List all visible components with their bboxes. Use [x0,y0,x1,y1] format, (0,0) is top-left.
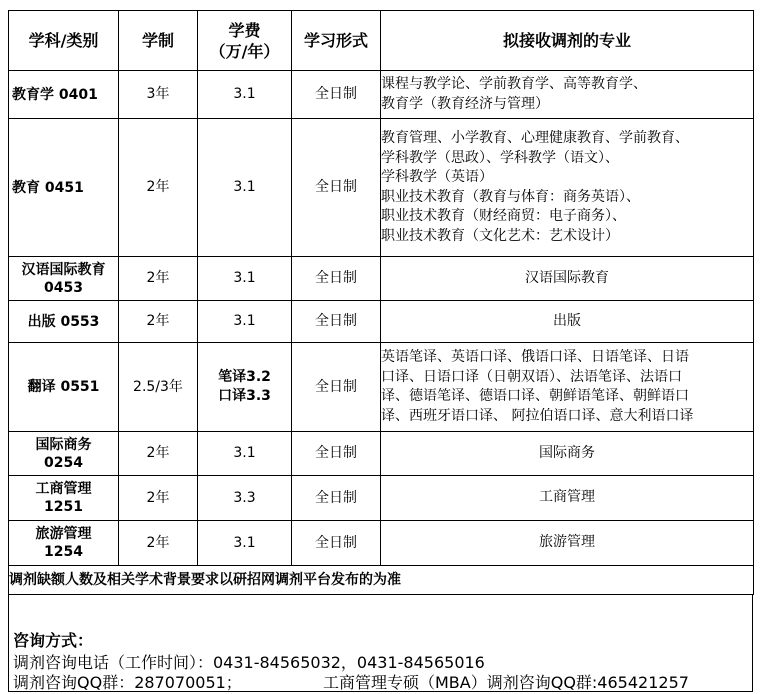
majors-cell: 出版 [381,301,754,343]
major-line: 教育学（教育经济与管理） [381,95,549,112]
duration-cell: 2年 [119,257,198,301]
subject-cell [9,476,119,521]
header-fee-line2: （万/年） [209,41,280,61]
adjustment-table [8,10,754,595]
mode-cell: 全日制 [292,432,381,476]
fee-cell: 3.1 [198,301,292,343]
fee-cell: 3.1 [198,119,292,257]
adjustment-note: 调剂缺额人数及相关学术背景要求以研招网调剂平台发布的为准 [9,566,754,595]
fee-cell [198,343,292,432]
note-row [9,566,754,595]
header-fee-line1: 学费 [228,20,261,40]
mode-cell: 全日制 [292,257,381,301]
duration-cell: 2年 [119,521,198,566]
major-line: 课程与教学论、学前教育学、高等教育学、 [381,76,647,92]
major-line: 职业技术教育（教育与体育：商务英语）、 [381,188,640,205]
majors-cell: 工商管理 [381,476,754,521]
fee-cell: 3.1 [198,432,292,476]
fee-cell: 3.3 [198,476,292,521]
mode-cell: 全日制 [292,476,381,521]
header-mode: 学习形式 [292,11,381,71]
subject-code: 0254 [44,454,83,471]
contact-qq-line [13,670,689,693]
table-row [9,257,754,301]
majors-cell: 国际商务 [381,432,754,476]
admission-table-sheet [8,10,753,692]
fee-cell: 3.1 [198,521,292,566]
subject-code: 1251 [44,499,83,515]
subject-cell [9,432,119,476]
subject-cell: 教育 0451 [9,119,119,257]
fee-interpretation: 口译3.3 [218,388,271,404]
mba-qq-group: 工商管理专硕（MBA）调剂咨询QQ群:465421257 [323,673,689,692]
subject-cell: 教育学 0401 [9,71,119,119]
header-row [9,11,754,71]
major-line: 英语笔译、英语口译、俄语口译、日语笔译、日语 [381,349,689,365]
major-line: 职业技术教育（财经商贸：电子商务）、 [381,208,626,224]
contact-section [8,594,753,692]
table-row [9,432,754,476]
table-row [9,343,754,432]
subject-name: 旅游管理 [35,526,92,542]
duration-cell: 2年 [119,432,198,476]
subject-name: 汉语国际教育 [21,261,106,278]
duration-cell: 2.5/3年 [119,343,198,432]
mode-cell: 全日制 [292,343,381,432]
header-duration: 学制 [119,11,198,71]
duration-cell: 2年 [119,301,198,343]
major-line: 译、西班牙语口译、 阿拉伯语口译、意大利语口译 [381,407,694,424]
duration-cell: 3年 [119,71,198,119]
mode-cell: 全日制 [292,119,381,257]
major-line: 口译、日语口译（日朝双语）、法语笔译、法语口 [381,368,682,385]
adjustment-qq-group: 调剂咨询QQ群：287070051； [13,673,242,692]
fee-cell: 3.1 [198,257,292,301]
duration-cell: 2年 [119,119,198,257]
mode-cell: 全日制 [292,301,381,343]
subject-code: 1254 [44,544,83,560]
subject-cell: 出版 0553 [9,301,119,343]
header-subject: 学科/类别 [9,11,119,71]
major-line: 教育管理、小学教育、心理健康教育、学前教育、 [381,130,689,146]
mode-cell: 全日制 [292,71,381,119]
table-row [9,301,754,343]
majors-cell [381,119,754,257]
fee-cell: 3.1 [198,71,292,119]
majors-cell: 旅游管理 [381,521,754,566]
table-row [9,71,754,119]
subject-cell [9,257,119,301]
contact-phone: 调剂咨询电话（工作时间）：0431-84565032，0431-84565016 [13,653,485,672]
mode-cell: 全日制 [292,521,381,566]
major-line: 学科教学（英语） [381,169,493,185]
subject-cell: 翻译 0551 [9,343,119,432]
fee-translation: 笔译3.2 [218,369,271,385]
majors-cell [381,343,754,432]
subject-name: 国际商务 [35,436,92,453]
subject-code: 0453 [44,279,83,296]
subject-cell [9,521,119,566]
major-line: 学科教学（思政）、学科教学（语文）、 [381,149,619,166]
table-row [9,521,754,566]
table-row [9,476,754,521]
majors-cell [381,71,754,119]
major-line: 职业技术教育（文化艺术：艺术设计） [381,227,619,244]
header-majors: 拟接收调剂的专业 [381,11,754,71]
contact-title: 咨询方式： [13,631,94,650]
subject-name: 工商管理 [35,481,92,497]
table-row [9,119,754,257]
duration-cell: 2年 [119,476,198,521]
header-fee [198,11,292,71]
major-line: 译、德语笔译、德语口译、朝鲜语笔译、朝鲜语口 [381,388,689,404]
majors-cell: 汉语国际教育 [381,257,754,301]
